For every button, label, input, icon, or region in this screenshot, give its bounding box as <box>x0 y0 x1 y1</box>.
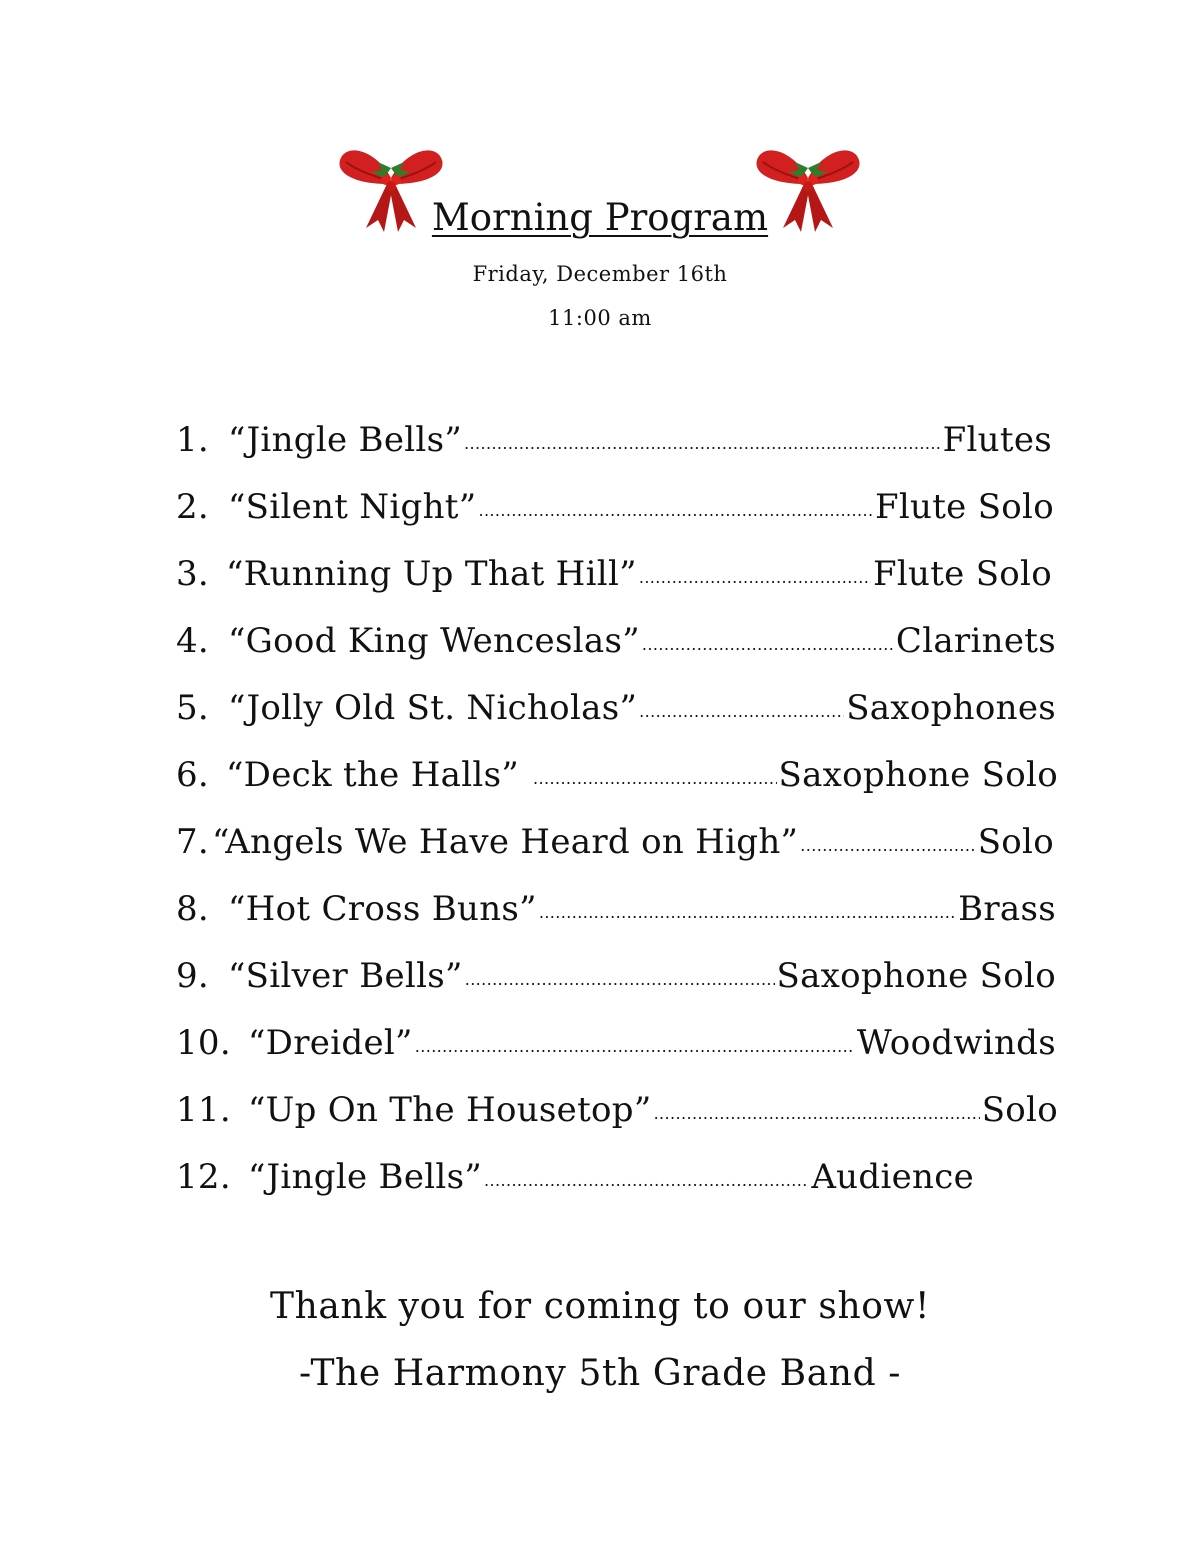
song-title: “Silent Night” <box>228 487 477 527</box>
dot-leader <box>654 1086 980 1134</box>
dot-leader <box>415 1019 855 1067</box>
program-item <box>176 483 1054 550</box>
performer: Flutes <box>942 420 1052 460</box>
program-item <box>176 885 1056 952</box>
performer: Woodwinds <box>856 1023 1056 1063</box>
program-item <box>176 416 1052 483</box>
song-title: “Deck the Halls” <box>226 755 520 795</box>
performer: Brass <box>958 889 1056 929</box>
item-number: 9. <box>176 956 210 996</box>
dot-leader <box>533 751 777 799</box>
item-number: 1. <box>176 420 210 460</box>
program-item <box>176 550 1052 617</box>
dot-leader <box>639 684 844 732</box>
event-time: 11:00 am <box>548 306 652 330</box>
program-item <box>176 617 1056 684</box>
thank-you-message: Thank you for coming to our show! <box>269 1286 931 1327</box>
song-title: “Angels We Have Heard on High” <box>212 822 799 862</box>
program-item <box>176 684 1056 751</box>
song-title: “Jingle Bells” <box>248 1157 483 1197</box>
song-title: “Jolly Old St. Nicholas” <box>228 688 638 728</box>
dot-leader <box>639 550 871 598</box>
song-title: “Good King Wenceslas” <box>228 621 640 661</box>
dot-leader <box>800 818 975 866</box>
song-title: “Running Up That Hill” <box>226 554 637 594</box>
dot-leader <box>642 617 894 665</box>
performer: Saxophone Solo <box>778 755 1058 795</box>
performer: Solo <box>977 822 1054 862</box>
dot-leader <box>539 885 956 933</box>
song-title: “Jingle Bells” <box>228 420 463 460</box>
item-number: 3. <box>176 554 210 594</box>
item-number: 12. <box>176 1157 231 1197</box>
program-item <box>176 1153 974 1220</box>
program-item <box>176 818 1054 885</box>
page-title: Morning Program <box>431 196 769 239</box>
performer: Flute Solo <box>872 554 1052 594</box>
item-number: 5. <box>176 688 210 728</box>
item-number: 10. <box>176 1023 231 1063</box>
song-title: “Dreidel” <box>248 1023 413 1063</box>
performer: Solo <box>981 1090 1058 1130</box>
program-item <box>176 1086 1058 1153</box>
program-list <box>176 416 1058 1220</box>
song-title: “Silver Bells” <box>228 956 463 996</box>
performer: Flute Solo <box>874 487 1054 527</box>
dot-leader <box>478 483 872 531</box>
item-number: 8. <box>176 889 210 929</box>
band-signature: -The Harmony 5th Grade Band - <box>298 1353 902 1394</box>
event-date: Friday, December 16th <box>472 262 728 286</box>
item-number: 11. <box>176 1090 231 1130</box>
dot-leader <box>464 416 941 464</box>
program-item <box>176 1019 1056 1086</box>
item-number: 6. <box>176 755 210 795</box>
song-title: “Up On The Housetop” <box>248 1090 652 1130</box>
performer: Saxophones <box>846 688 1056 728</box>
performer: Audience <box>811 1157 974 1197</box>
item-number: 2. <box>176 487 210 527</box>
program-item <box>176 952 1056 1019</box>
item-number: 4. <box>176 621 210 661</box>
song-title: “Hot Cross Buns” <box>228 889 537 929</box>
performer: Clarinets <box>895 621 1056 661</box>
program-item <box>176 751 1058 818</box>
item-number: 7. <box>176 822 210 862</box>
performer: Saxophone Solo <box>776 956 1056 996</box>
dot-leader <box>484 1153 809 1201</box>
dot-leader <box>465 952 775 1000</box>
